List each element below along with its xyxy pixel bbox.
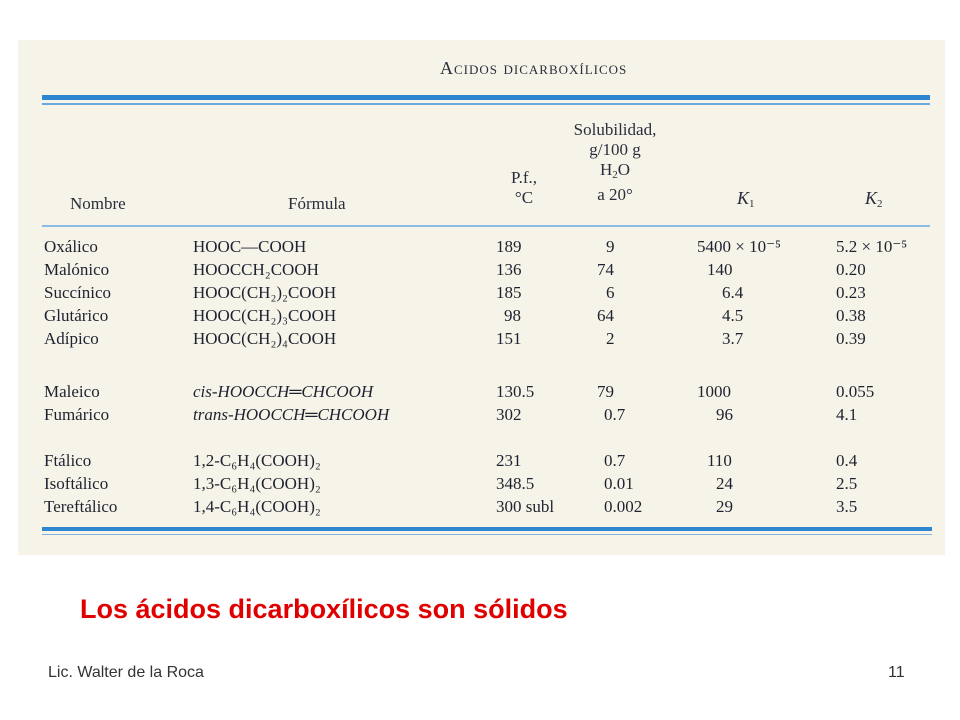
cell-sol: 64 [597,306,614,325]
cell-k1: 6.4 [722,283,744,302]
header-solubility [560,120,670,205]
header-sol-line4: a 20° [597,185,633,204]
table-row [0,495,960,518]
cell-nombre: Glutárico [44,306,109,325]
header-sol-h: H [599,160,613,179]
cell-nombre: Tereftálico [44,497,118,516]
table-top-rule [42,95,930,100]
cell-pf: 302 [496,405,522,424]
cell-k1: 3.7 [722,329,744,348]
header-nombre: Nombre [70,194,126,213]
cell-k1: 4.5 [722,306,744,325]
cell-sol: 0.01 [604,474,634,493]
header-sol-line2: g/100 g [589,140,641,159]
cell-k1: 29 [716,497,733,516]
cell-k2: 2.5 [836,474,858,493]
cell-k2: 0.4 [836,451,858,470]
cell-formula: cis-HOOCCH═CHCOOH [193,382,374,401]
footer-author: Lic. Walter de la Roca [48,664,204,681]
cell-nombre: Oxálico [44,237,98,256]
cell-k2: 0.38 [836,306,866,325]
header-sol-h-sub: 2 [612,169,618,181]
cell-k1: 140 [707,260,733,279]
cell-nombre: Adípico [44,329,99,348]
cell-k2: 0.39 [836,329,866,348]
header-sol-line3 [560,160,670,185]
cell-nombre: Succínico [44,283,112,302]
table-top-rule-thin [42,103,930,105]
cell-pf: 130.5 [496,382,535,401]
cell-formula: HOOC—COOH [193,237,307,256]
cell-pf: 189 [496,237,522,256]
cell-k2: 0.23 [836,283,866,302]
header-sol-o: O [617,160,631,179]
header-k2-sub: 2 [877,198,883,210]
table-row [0,327,960,350]
cell-nombre: Isoftálico [44,474,109,493]
cell-nombre: Malónico [44,260,110,279]
cell-pf: 231 [496,451,522,470]
cell-pf: 98 [504,306,521,325]
cell-k2: 5.2 × 10⁻⁵ [836,237,908,256]
cell-sol: 0.7 [604,451,626,470]
header-pf-line1: P.f., [511,168,537,187]
cell-sol: 74 [597,260,614,279]
table-row [0,235,960,258]
cell-formula: 1,2-C₆H₄(COOH)₂ [193,451,321,470]
table-row [0,403,960,426]
cell-pf: 300 subl [496,497,555,516]
cell-formula: HOOC(CH₂)₄COOH [193,329,337,348]
cell-formula: 1,3-C₆H₄(COOH)₂ [193,474,321,493]
cell-k2: 4.1 [836,405,858,424]
footer-page-number: 11 [888,664,905,681]
header-sol-line1: Solubilidad, [573,120,657,139]
table-bottom-rule [42,527,932,531]
cell-sol: 0.7 [604,405,626,424]
cell-k1: 24 [716,474,733,493]
cell-k2: 0.20 [836,260,866,279]
cell-sol: 79 [597,382,614,401]
cell-formula: 1,4-C₆H₄(COOH)₂ [193,497,321,516]
cell-formula: HOOC(CH₂)₂COOH [193,283,337,302]
cell-k2: 3.5 [836,497,858,516]
cell-pf: 185 [496,283,522,302]
cell-pf: 348.5 [496,474,535,493]
header-k1-k: K [737,188,750,208]
table-row [0,449,960,472]
cell-sol: 6 [606,283,615,302]
cell-k2: 0.055 [836,382,875,401]
table-row [0,281,960,304]
header-k2-k: K [865,188,878,208]
table-row [0,258,960,281]
slide-caption: Los ácidos dicarboxílicos son sólidos [80,594,568,624]
table-row [0,380,960,403]
header-pf-line2: °C [514,188,534,207]
cell-k1: 1000 [697,382,731,401]
cell-sol: 9 [606,237,615,256]
cell-pf: 136 [496,260,522,279]
table-bottom-rule-thin [42,534,932,535]
table-row [0,304,960,327]
cell-k1: 110 [707,451,732,470]
header-k1 [737,188,755,214]
table-row [0,472,960,495]
header-melting-point [496,168,552,208]
table-title: Acidos dicarboxílicos [440,58,628,78]
header-k2 [865,188,883,214]
cell-nombre: Fumárico [44,405,110,424]
cell-formula: HOOC(CH₂)₃COOH [193,306,337,325]
cell-pf: 151 [496,329,522,348]
header-divider [42,225,930,227]
cell-k1: 96 [716,405,733,424]
header-formula: Fórmula [288,194,346,213]
cell-nombre: Maleico [44,382,100,401]
cell-nombre: Ftálico [44,451,92,470]
cell-sol: 0.002 [604,497,643,516]
cell-formula: HOOCCH₂COOH [193,260,319,279]
cell-k1: 5400 × 10⁻⁵ [697,237,781,256]
cell-formula: trans-HOOCCH═CHCOOH [193,405,390,424]
cell-sol: 2 [606,329,615,348]
header-k1-sub: 1 [749,198,755,210]
